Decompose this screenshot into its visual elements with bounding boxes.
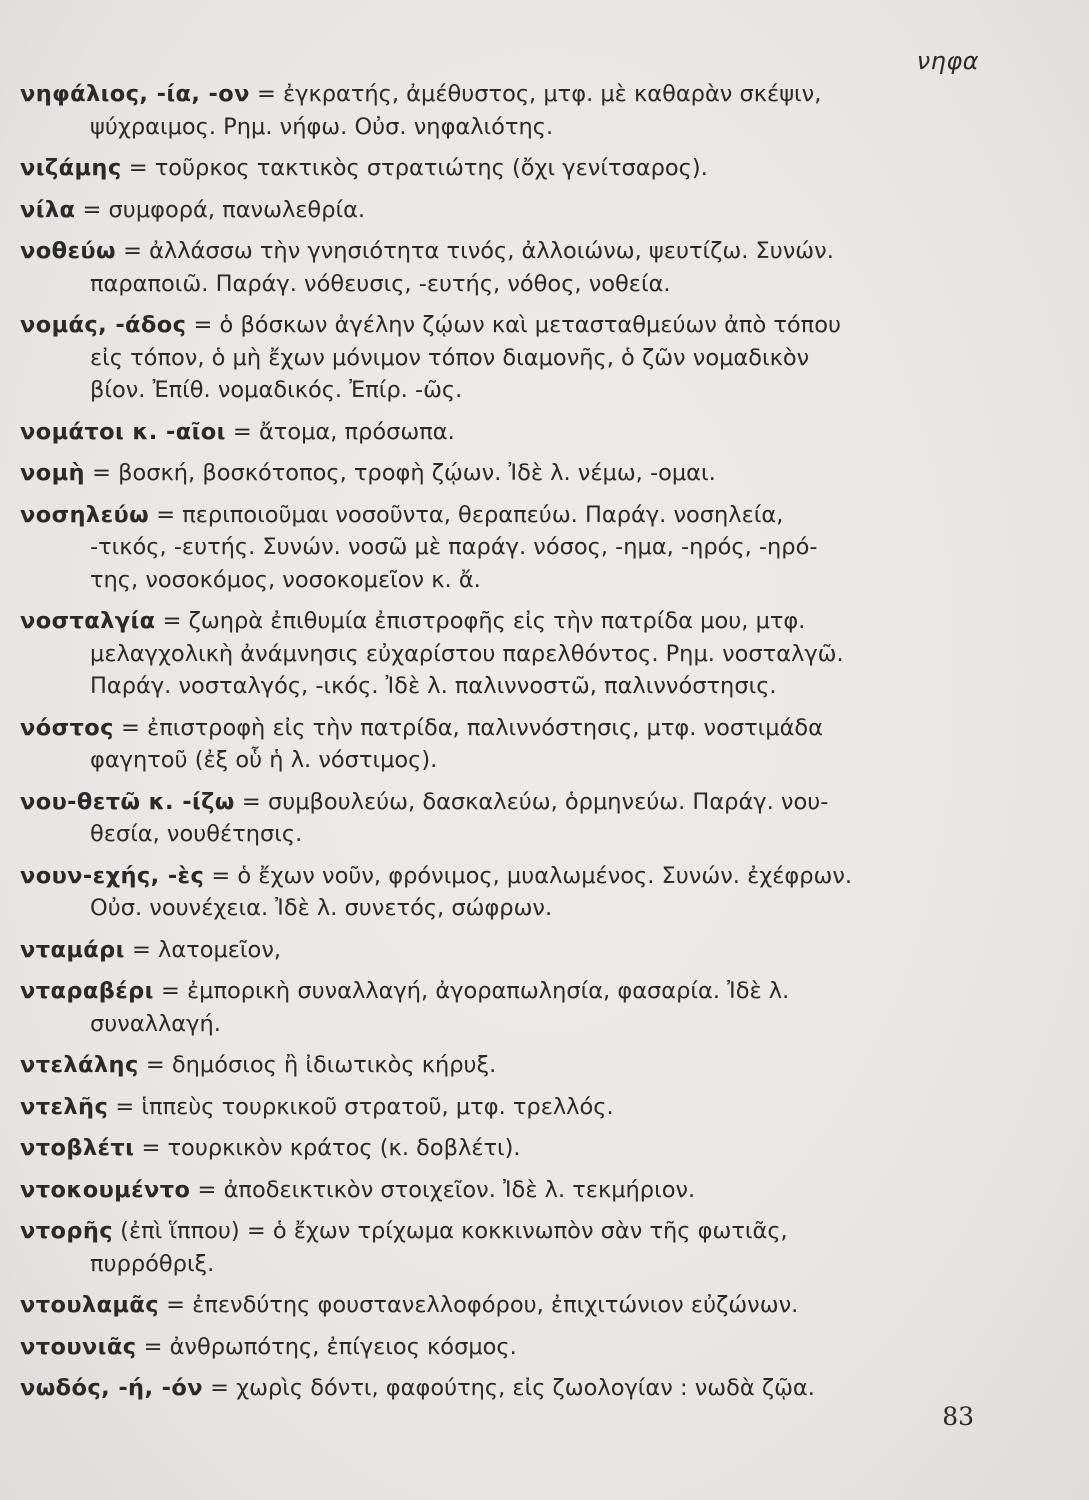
entry-definition-text: = λατομεῖον, [124,936,282,963]
dictionary-entry [20,1132,979,1165]
entry-headword: νωδός, -ή, -όν [20,1375,203,1401]
entry-definition-text: = τουρκικὸν κράτος (κ. δοβλέτι). [134,1135,521,1161]
entry-definition-text: Παράγ. νοσταλγός, -ικός. Ἰδὲ λ. παλιννοστῶ, παλιννόστησις. [90,673,777,699]
entry-headword: νίλα [20,196,76,223]
dictionary-entry [20,975,979,1040]
entry-continuation-line [20,374,979,407]
entry-headword: ντουνιᾶς [20,1333,137,1360]
entry-first-line [20,1215,979,1248]
entry-definition-text: φαγητοῦ (ἐξ οὗ ἡ λ. νόστιμος). [90,747,438,773]
entry-definition-text: = δημόσιος ἢ ἰδιωτικὸς κήρυξ. [138,1052,497,1078]
entry-continuation-line [20,892,979,925]
entry-headword: νομὴ [20,460,85,486]
entry-headword: ντελῆς [20,1093,109,1120]
entry-headword: ντοκουμέντο [20,1176,191,1203]
dictionary-entry [20,235,979,300]
entry-list [20,78,979,1405]
entry-definition-text: = ἀνθρωπότης, ἐπίγειος κόσμος. [136,1333,517,1360]
entry-headword: νοσηλεύω [20,501,150,528]
entry-headword: νόστος [20,714,114,741]
entry-headword: νομάτοι κ. -αῖοι [20,418,226,445]
entry-definition-text: (ἐπὶ ἵππου) = ὁ ἔχων τρίχωμα κοκκινωπὸν σὰν τῆς φωτιᾶς, [113,1218,788,1244]
dictionary-entry [20,1215,979,1280]
entry-definition-text: = τοῦρκος τακτικὸς στρατιώτης (ὄχι γενίτσαρος). [121,155,708,181]
entry-continuation-line [20,111,979,144]
entry-first-line [20,712,979,745]
dictionary-entry [20,1372,979,1405]
entry-first-line [20,975,979,1008]
entry-continuation-line [20,1008,979,1041]
entry-first-line [20,1132,979,1165]
entry-definition-text: = χωρὶς δόντι, φαφούτης, εἰς ζωολογίαν : νωδὰ ζῷα. [202,1375,815,1401]
entry-first-line [20,1049,979,1082]
entry-definition-text: = ἀποδεικτικὸν στοιχεῖον. Ἰδὲ λ. τεκμήριον. [190,1176,696,1203]
entry-continuation-line [20,1248,979,1281]
entry-definition-text: = συμφορά, πανωλεθρία. [75,196,366,223]
entry-first-line [20,152,979,185]
entry-first-line [20,235,979,268]
entry-first-line [20,1331,979,1364]
dictionary-entry [20,1049,979,1082]
entry-headword: ντελάλης [20,1052,139,1078]
entry-first-line [20,1174,979,1207]
page-number: 83 [942,1402,974,1431]
dictionary-entry [20,860,979,925]
entry-definition-text: = ἀλλάσσω τὴν γνησιότητα τινός, ἀλλοιώνω, ψευτίζω. Συνών. [115,238,834,264]
entry-first-line [20,1372,979,1405]
dictionary-entry [20,194,979,227]
entry-continuation-line [20,638,979,671]
entry-definition-text: της, νοσοκόμος, νοσοκομεῖον κ. ἄ. [90,566,481,593]
entry-definition-text: παραποιῶ. Παράγ. νόθευσις, -ευτής, νόθος, νοθεία. [90,270,671,297]
entry-definition-text: = περιποιοῦμαι νοσοῦντα, θεραπεύω. Παράγ. νοσηλεία, [149,501,784,528]
dictionary-entry [20,934,979,967]
entry-definition-text: συναλλαγή. [90,1010,221,1037]
entry-definition-text: ψύχραιμος. Ρημ. νήφω. Οὐσ. νηφαλιότης. [90,113,554,140]
entry-first-line [20,309,979,342]
entry-first-line [20,605,979,638]
entry-first-line [20,860,979,893]
entry-definition-text: πυρρόθριξ. [90,1250,215,1277]
entry-definition-text: = ἐμπορικὴ συναλλαγή, ἀγοραπωλησία, φασαρία. Ἰδὲ λ. [153,978,790,1004]
entry-first-line [20,194,979,227]
entry-headword: νταραβέρι [20,978,154,1004]
dictionary-entry [20,712,979,777]
entry-continuation-line [20,564,979,597]
entry-definition-text: = ζωηρὰ ἐπιθυμία ἐπιστροφῆς εἰς τὴν πατρίδα μου, μτφ. [155,608,806,634]
entry-first-line [20,416,979,449]
entry-definition-text: = ὁ βόσκων ἀγέλην ζῴων καὶ μετασταθμεύων ἀπὸ τόπου [186,312,842,338]
dictionary-entry [20,1091,979,1124]
entry-headword: ντορῆς [20,1218,114,1244]
entry-first-line [20,78,979,111]
entry-definition-text: = ὁ ἔχων νοῦν, φρόνιμος, μυαλωμένος. Συνών. ἐχέφρων. [204,862,853,889]
running-head: νηφα [916,47,979,75]
dictionary-entry [20,1289,979,1322]
entry-definition-text: = ἐγκρατής, ἀμέθυστος, μτφ. μὲ καθαρὰν σκέψιν, [249,81,822,107]
dictionary-entry [20,499,979,597]
entry-headword: νου-θετῶ κ. -ίζω [20,788,235,815]
entry-definition-text: = ἐπενδύτης φουστανελλοφόρου, ἐπιχιτώνιον εὐζώνων. [159,1292,799,1318]
dictionary-entry [20,416,979,449]
entry-first-line [20,457,979,490]
entry-headword: ντουλαμᾶς [20,1292,159,1318]
entry-continuation-line [20,342,979,375]
entry-first-line [20,786,979,819]
entry-definition-text: = ἱππεὺς τουρκικοῦ στρατοῦ, μτφ. τρελλός. [108,1093,614,1120]
dictionary-entry [20,1174,979,1207]
entry-first-line [20,934,979,967]
entry-headword: νοσταλγία [20,608,156,634]
entry-definition-text: μελαγχολικὴ ἀνάμνησις εὐχαρίστου παρελθόντος. Ρημ. νοσταλγῶ. [90,640,844,667]
dictionary-entry [20,786,979,851]
entry-first-line [20,1091,979,1124]
entry-continuation-line [20,268,979,301]
entry-definition-text: Οὐσ. νουνέχεια. Ἰδὲ λ. συνετός, σώφρων. [90,895,553,921]
entry-first-line [20,499,979,532]
entry-headword: νουν-εχής, -ὲς [20,862,205,889]
dictionary-entry [20,309,979,407]
entry-headword: νομάς, -άδος [20,312,187,338]
entry-first-line [20,1289,979,1322]
entry-continuation-line [20,818,979,851]
entry-headword: νιζάμης [20,155,122,181]
entry-definition-text: εἰς τόπον, ὁ μὴ ἔχων μόνιμον τόπον διαμονῆς, ὁ ζῶν νομαδικὸν [90,344,810,371]
entry-definition-text: = συμβουλεύω, δασκαλεύω, ὁρμηνεύω. Παράγ. νου- [234,788,829,815]
entry-definition-text: = βοσκή, βοσκότοπος, τροφὴ ζῴων. Ἰδὲ λ. νέμω, -ομαι. [84,460,716,486]
dictionary-entry [20,457,979,490]
entry-definition-text: θεσία, νουθέτησις. [90,821,303,847]
entry-headword: νοθεύω [20,238,116,264]
dictionary-entry [20,152,979,185]
entry-definition-text: = ἄτομα, πρόσωπα. [225,418,455,445]
entry-continuation-line [20,670,979,703]
entry-headword: ντοβλέτι [20,1135,135,1161]
entry-headword: νηφάλιος, -ία, -ον [20,81,250,107]
entry-definition-text: = ἐπιστροφὴ εἰς τὴν πατρίδα, παλιννόστησις, μτφ. νοστιμάδα [113,714,824,741]
dictionary-entry [20,78,979,143]
dictionary-entry [20,1331,979,1364]
entry-continuation-line [20,744,979,777]
entry-definition-text: -τικός, -ευτής. Συνών. νοσῶ μὲ παράγ. νόσος, -ημα, -ηρός, -ηρό- [90,534,818,560]
dictionary-entry [20,605,979,703]
entry-continuation-line [20,531,979,564]
entry-headword: νταμάρι [20,936,125,963]
entry-definition-text: βίον. Ἐπίθ. νομαδικός. Ἐπίρ. -ῶς. [90,377,463,403]
